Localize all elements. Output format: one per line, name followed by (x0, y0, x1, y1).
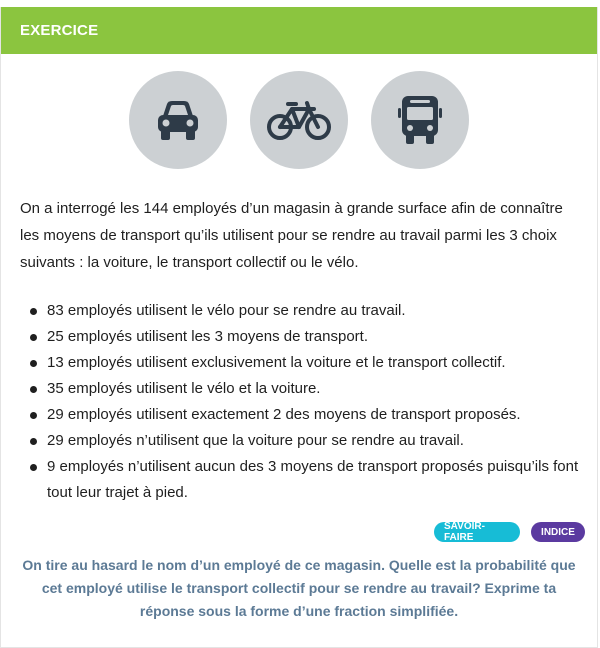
exercise-header (1, 7, 597, 54)
list-item: 29 employés utilisent exactement 2 des moyens de transport proposés. (28, 402, 579, 428)
bus-icon (371, 71, 469, 169)
list-item: 25 employés utilisent les 3 moyens de transport. (28, 324, 579, 350)
savoir-faire-button[interactable]: SAVOIR-FAIRE (434, 522, 520, 542)
badge-row (1, 522, 585, 542)
list-item: 9 employés n’utilisent aucun des 3 moyens de transport proposés puisqu’ils font tout leur trajet à pied. (28, 454, 579, 506)
car-icon (129, 71, 227, 169)
transport-icons (1, 71, 597, 169)
header-title: EXERCICE (20, 22, 99, 39)
list-item: 83 employés utilisent le vélo pour se rendre au travail. (28, 298, 579, 324)
indice-button[interactable]: INDICE (531, 522, 585, 542)
bicycle-icon (250, 71, 348, 169)
intro-paragraph: On a interrogé les 144 employés d’un magasin à grande surface afin de connaître les moyens de transport qu’ils utilisent pour se rendre au travail parmi les 3 choix suivants : la voiture, le transport collectif ou le vélo. (20, 200, 563, 271)
list-item: 29 employés n’utilisent que la voiture pour se rendre au travail. (28, 428, 579, 454)
list-item: 35 employés utilisent le vélo et la voiture. (28, 376, 579, 402)
exercise-card (0, 7, 598, 648)
facts-list (1, 298, 597, 506)
question-text: On tire au hasard le nom d’un employé de ce magasin. Quelle est la probabilité que cet employé utilise le transport collectif pour se rendre au travail? Exprime ta réponse sous la forme d’une fraction simplifiée. (22, 557, 576, 619)
list-item: 13 employés utilisent exclusivement la voiture et le transport collectif. (28, 350, 579, 376)
